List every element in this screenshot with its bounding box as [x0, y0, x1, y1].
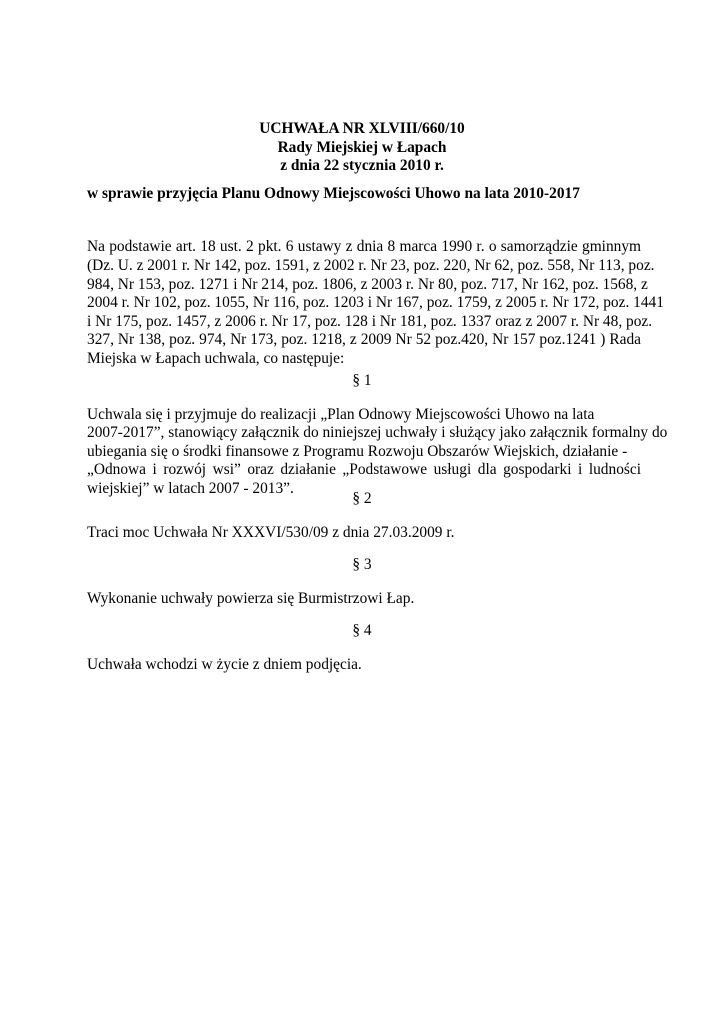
- section-1-line: 2007-2017”, stanowiący załącznik do niniejszej uchwały i służący jako załącznik formalny do: [87, 424, 668, 441]
- section-4-line: Uchwała wchodzi w życie z dniem podjęcia.: [87, 656, 362, 673]
- council-name: Rady Miejskiej w Łapach: [277, 138, 447, 156]
- preamble-line: i Nr 175, poz. 1457, z 2006 r. Nr 17, poz. 128 i Nr 181, poz. 1337 oraz z 2007 r. Nr 48, poz.: [87, 313, 653, 330]
- section-3-mark: § 3: [352, 556, 372, 573]
- preamble-line: 2004 r. Nr 102, poz. 1055, Nr 116, poz. 1203 i Nr 167, poz. 1759, z 2005 r. Nr 172, poz. 1441: [87, 294, 664, 311]
- section-1-line: wiejskiej” w latach 2007 - 2013”.: [87, 480, 294, 497]
- section-3-line: Wykonanie uchwały powierza się Burmistrzowi Łap.: [87, 590, 415, 607]
- section-2-mark: § 2: [352, 490, 372, 507]
- preamble-line: 984, Nr 153, poz. 1271 i Nr 214, poz. 1806, z 2003 r. Nr 80, poz. 717, Nr 162, poz. 1568, z: [87, 276, 648, 293]
- resolution-number: UCHWAŁA NR XLVIII/660/10: [259, 120, 465, 137]
- section-4-mark: § 4: [352, 622, 372, 639]
- section-1-mark: § 1: [352, 372, 372, 389]
- resolution-heading: [0, 120, 724, 176]
- section-1-line: Uchwala się i przyjmuje do realizacji „Plan Odnowy Miejscowości Uhowo na lata: [87, 406, 595, 423]
- preamble-line: Na podstawie art. 18 ust. 2 pkt. 6 ustawy z dnia 8 marca 1990 r. o samorządzie gminnym: [87, 238, 641, 255]
- preamble-line: (Dz. U. z 2001 r. Nr 142, poz. 1591, z 2002 r. Nr 23, poz. 220, Nr 62, poz. 558, Nr 113, poz.: [87, 257, 655, 274]
- preamble-line: 327, Nr 138, poz. 974, Nr 173, poz. 1218, z 2009 Nr 52 poz.420, Nr 157 poz.1241 ) Rada: [87, 331, 641, 348]
- section-2-line: Traci moc Uchwała Nr XXXVI/530/09 z dnia 27.03.2009 r.: [87, 524, 455, 541]
- section-1-line: „Odnowa i rozwój wsi” oraz działanie „Podstawowe usługi dla gospodarki i ludności: [87, 461, 641, 478]
- resolution-date: z dnia 22 stycznia 2010 r.: [280, 157, 444, 174]
- preamble-line: Miejska w Łapach uchwala, co następuje:: [87, 350, 345, 367]
- resolution-subject: w sprawie przyjęcia Planu Odnowy Miejscowości Uhowo na lata 2010-2017: [87, 185, 580, 202]
- section-1-line: ubiegania się o środki finansowe z Programu Rozwoju Obszarów Wiejskich, działanie -: [87, 443, 628, 460]
